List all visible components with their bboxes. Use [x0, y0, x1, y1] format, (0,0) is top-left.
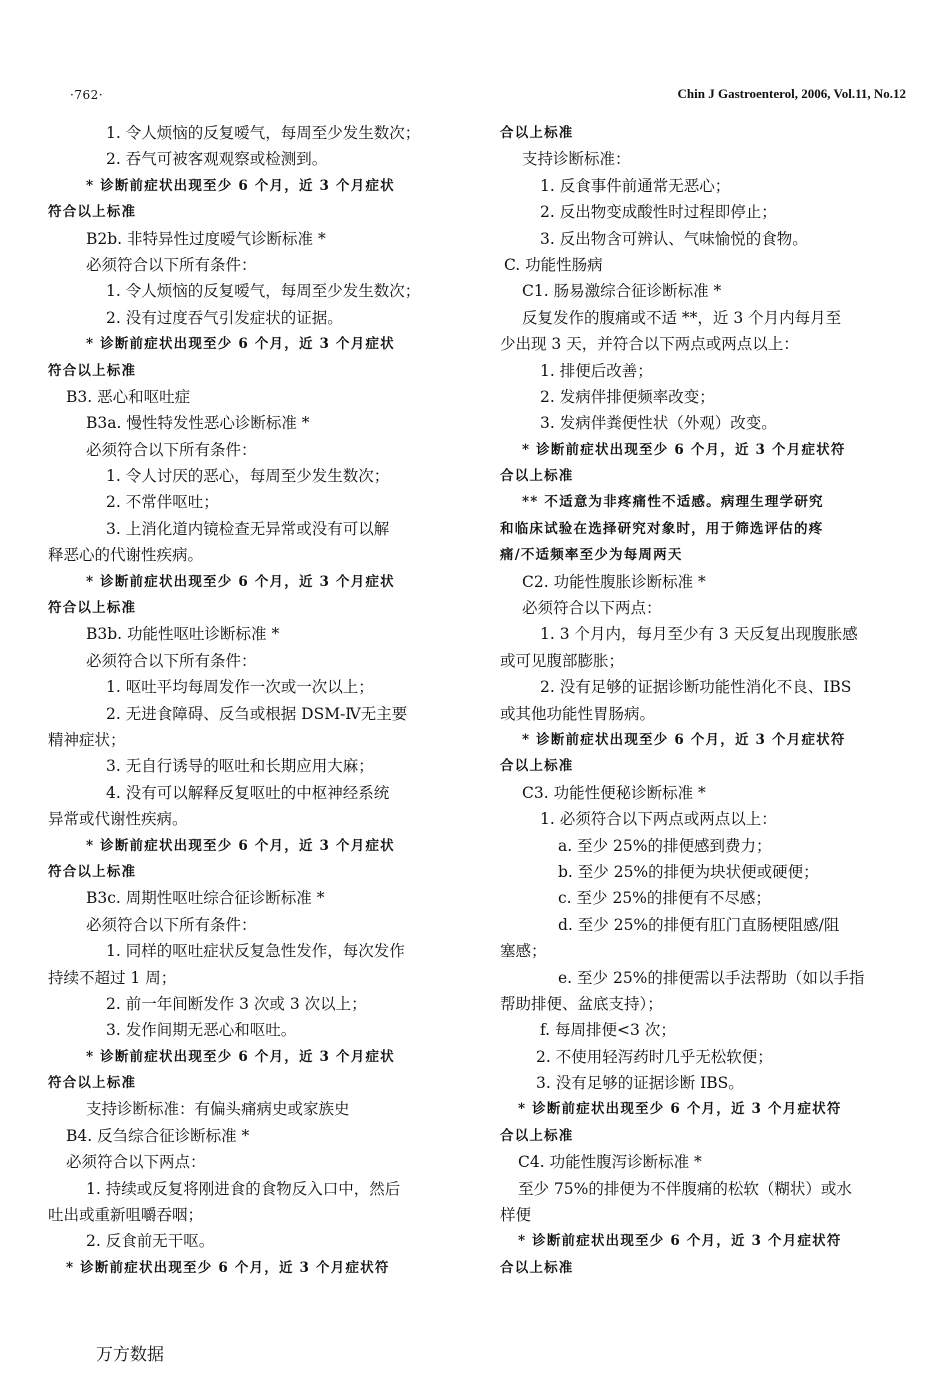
text-line: 必须符合以下所有条件： — [86, 255, 257, 274]
footnote-line: 符合以上标准 — [48, 204, 137, 221]
text-line: 1. 呕吐平均每周发作一次或一次以上； — [106, 678, 374, 697]
text-line: 3. 无自行诱导的呕吐和长期应用大麻； — [106, 757, 374, 776]
footnote-line: 合以上标准 — [500, 1127, 574, 1144]
text-line: 2. 没有足够的证据诊断功能性消化不良、IBS — [540, 678, 852, 697]
text-line: 3. 发作间期无恶心和呕吐。 — [106, 1021, 297, 1040]
footnote-line: * 诊断前症状出现至少 6 个月，近 3 个月症状符 — [522, 731, 846, 748]
text-line: 释恶心的代谢性疾病。 — [48, 546, 204, 565]
footnote-line: 符合以上标准 — [48, 600, 137, 617]
text-line: 1. 排便后改善； — [540, 361, 653, 380]
footnote-line: 符合以上标准 — [48, 1075, 137, 1092]
text-line: 持续不超过 1 周； — [48, 968, 177, 987]
text-line: 至少 75%的排便为不伴腹痛的松软（糊状）或水 — [518, 1179, 852, 1198]
footnote-line: * 诊断前症状出现至少 6 个月，近 3 个月症状 — [86, 573, 395, 590]
text-line: e. 至少 25%的排便需以手法帮助（如以手指 — [558, 968, 865, 987]
footnote-line: * 诊断前症状出现至少 6 个月，近 3 个月症状 — [86, 177, 395, 194]
text-line: 1. 令人烦恼的反复嗳气，每周至少发生数次； — [106, 282, 421, 301]
section-heading: B3c. 周期性呕吐综合征诊断标准 * — [86, 889, 325, 908]
text-line: 2. 反出物变成酸性时过程即停止； — [540, 203, 777, 222]
text-line: 2. 无进食障碍、反刍或根据 DSM-Ⅳ无主要 — [106, 704, 408, 723]
section-heading: B3. 恶心和呕吐症 — [66, 387, 191, 406]
text-line: 必须符合以下所有条件： — [86, 915, 257, 934]
section-heading: B3a. 慢性特发性恶心诊断标准 * — [86, 414, 310, 433]
text-line: 帮助排便、盆底支持）； — [500, 994, 663, 1013]
footnote-line: 合以上标准 — [500, 468, 574, 485]
footnote-line: 合以上标准 — [500, 1259, 574, 1276]
left-column — [48, 120, 453, 1281]
section-heading: B2b. 非特异性过度嗳气诊断标准 * — [86, 229, 326, 248]
section-heading: C. 功能性肠病 — [504, 255, 603, 274]
text-line: 1. 必须符合以下两点或两点以上： — [540, 810, 777, 829]
footnote-line: 合以上标准 — [500, 758, 574, 775]
footnote-line: * 诊断前症状出现至少 6 个月，近 3 个月症状符 — [66, 1259, 390, 1276]
footnote-line: 痛/不适频率至少为每周两天 — [500, 547, 683, 564]
text-line: f. 每周排便<3 次； — [540, 1021, 676, 1040]
footnote-line: 和临床试验在选择研究对象时，用于筛选评估的疼 — [500, 520, 824, 537]
text-line: 反复发作的腹痛或不适 **，近 3 个月内每月至 — [522, 308, 842, 327]
text-line: 支持诊断标准： — [522, 150, 631, 169]
footnote-line: * 诊断前症状出现至少 6 个月，近 3 个月症状 — [86, 336, 395, 353]
text-line: 1. 反食事件前通常无恶心； — [540, 176, 731, 195]
text-line: 或其他功能性胃肠病。 — [500, 704, 656, 723]
text-line: 必须符合以下所有条件： — [86, 651, 257, 670]
section-heading: C3. 功能性便秘诊断标准 * — [522, 783, 706, 802]
text-line: 3. 没有足够的证据诊断 IBS。 — [536, 1074, 744, 1093]
text-line: 2. 反食前无干呕。 — [86, 1232, 215, 1251]
footnote-line: 符合以上标准 — [48, 863, 137, 880]
text-line: 精神症状； — [48, 730, 126, 749]
text-line: b. 至少 25%的排便为块状便或硬便； — [558, 862, 819, 881]
section-heading: B4. 反刍综合征诊断标准 * — [66, 1126, 250, 1145]
footnote-line: * 诊断前症状出现至少 6 个月，近 3 个月症状符 — [522, 441, 846, 458]
footnote-line: ** 不适意为非疼痛性不适感。病理生理学研究 — [522, 494, 824, 511]
text-line: 2. 吞气可被客观观察或检测到。 — [106, 150, 328, 169]
text-line: 样便 — [500, 1206, 532, 1225]
footnote-line: 符合以上标准 — [48, 362, 137, 379]
journal-reference: Chin J Gastroenterol, 2006, Vol.11, No.12 — [677, 86, 906, 101]
text-line: 异常或代谢性疾病。 — [48, 810, 188, 829]
text-line: 1. 3 个月内，每月至少有 3 天反复出现腹胀感 — [540, 625, 858, 644]
text-line: 必须符合以下两点： — [66, 1153, 206, 1172]
text-line: 2. 没有过度吞气引发症状的证据。 — [106, 308, 343, 327]
right-column — [500, 120, 905, 1281]
text-line: 2. 发病伴排便频率改变； — [540, 387, 715, 406]
text-line: 少出现 3 天，并符合以下两点或两点以上： — [500, 335, 799, 354]
footnote-line: * 诊断前症状出现至少 6 个月，近 3 个月症状 — [86, 1048, 395, 1065]
section-heading: C4. 功能性腹泻诊断标准 * — [518, 1153, 702, 1172]
text-line: 塞感； — [500, 942, 547, 961]
text-line: 1. 令人讨厌的恶心，每周至少发生数次； — [106, 467, 390, 486]
text-line: 2. 不使用轻泻药时几乎无松软便； — [536, 1047, 773, 1066]
text-line: 吐出或重新咀嚼吞咽； — [48, 1206, 204, 1225]
text-line: 4. 没有可以解释反复呕吐的中枢神经系统 — [106, 783, 390, 802]
text-line: 3. 发病伴粪便性状（外观）改变。 — [540, 414, 777, 433]
footnote-line: * 诊断前症状出现至少 6 个月，近 3 个月症状 — [86, 837, 395, 854]
text-line: 3. 上消化道内镜检查无异常或没有可以解 — [106, 519, 390, 538]
footnote-line: 合以上标准 — [500, 125, 574, 141]
text-line: a. 至少 25%的排便感到费力； — [558, 836, 772, 855]
footnote-line: * 诊断前症状出现至少 6 个月，近 3 个月症状符 — [518, 1233, 842, 1250]
footnote-line: * 诊断前症状出现至少 6 个月，近 3 个月症状符 — [518, 1101, 842, 1118]
text-line: 必须符合以下两点： — [522, 599, 662, 618]
page-number: ·762· — [70, 88, 104, 102]
text-line: d. 至少 25%的排便有肛门直肠梗阻感/阻 — [558, 915, 840, 934]
text-line: 2. 不常伴呕吐； — [106, 493, 219, 512]
text-line: c. 至少 25%的排便有不尽感； — [558, 889, 771, 908]
text-line: 或可见腹部膨胀； — [500, 651, 625, 670]
text-line: 1. 持续或反复将刚进食的食物反入口中，然后 — [86, 1179, 401, 1198]
section-heading: C2. 功能性腹胀诊断标准 * — [522, 572, 706, 591]
watermark-text: 万方数据 — [96, 1345, 164, 1365]
section-heading: B3b. 功能性呕吐诊断标准 * — [86, 625, 280, 644]
text-line: 支持诊断标准：有偏头痛病史或家族史 — [86, 1100, 350, 1119]
text-line: 必须符合以下所有条件： — [86, 440, 257, 459]
text-line: 2. 前一年间断发作 3 次或 3 次以上； — [106, 994, 367, 1013]
text-line: 1. 同样的呕吐症状反复急性发作，每次发作 — [106, 942, 405, 961]
section-heading: C1. 肠易激综合征诊断标准 * — [522, 282, 722, 301]
text-line: 3. 反出物含可辨认、气味愉悦的食物。 — [540, 229, 808, 248]
text-line: 1. 令人烦恼的反复嗳气，每周至少发生数次； — [106, 124, 421, 142]
